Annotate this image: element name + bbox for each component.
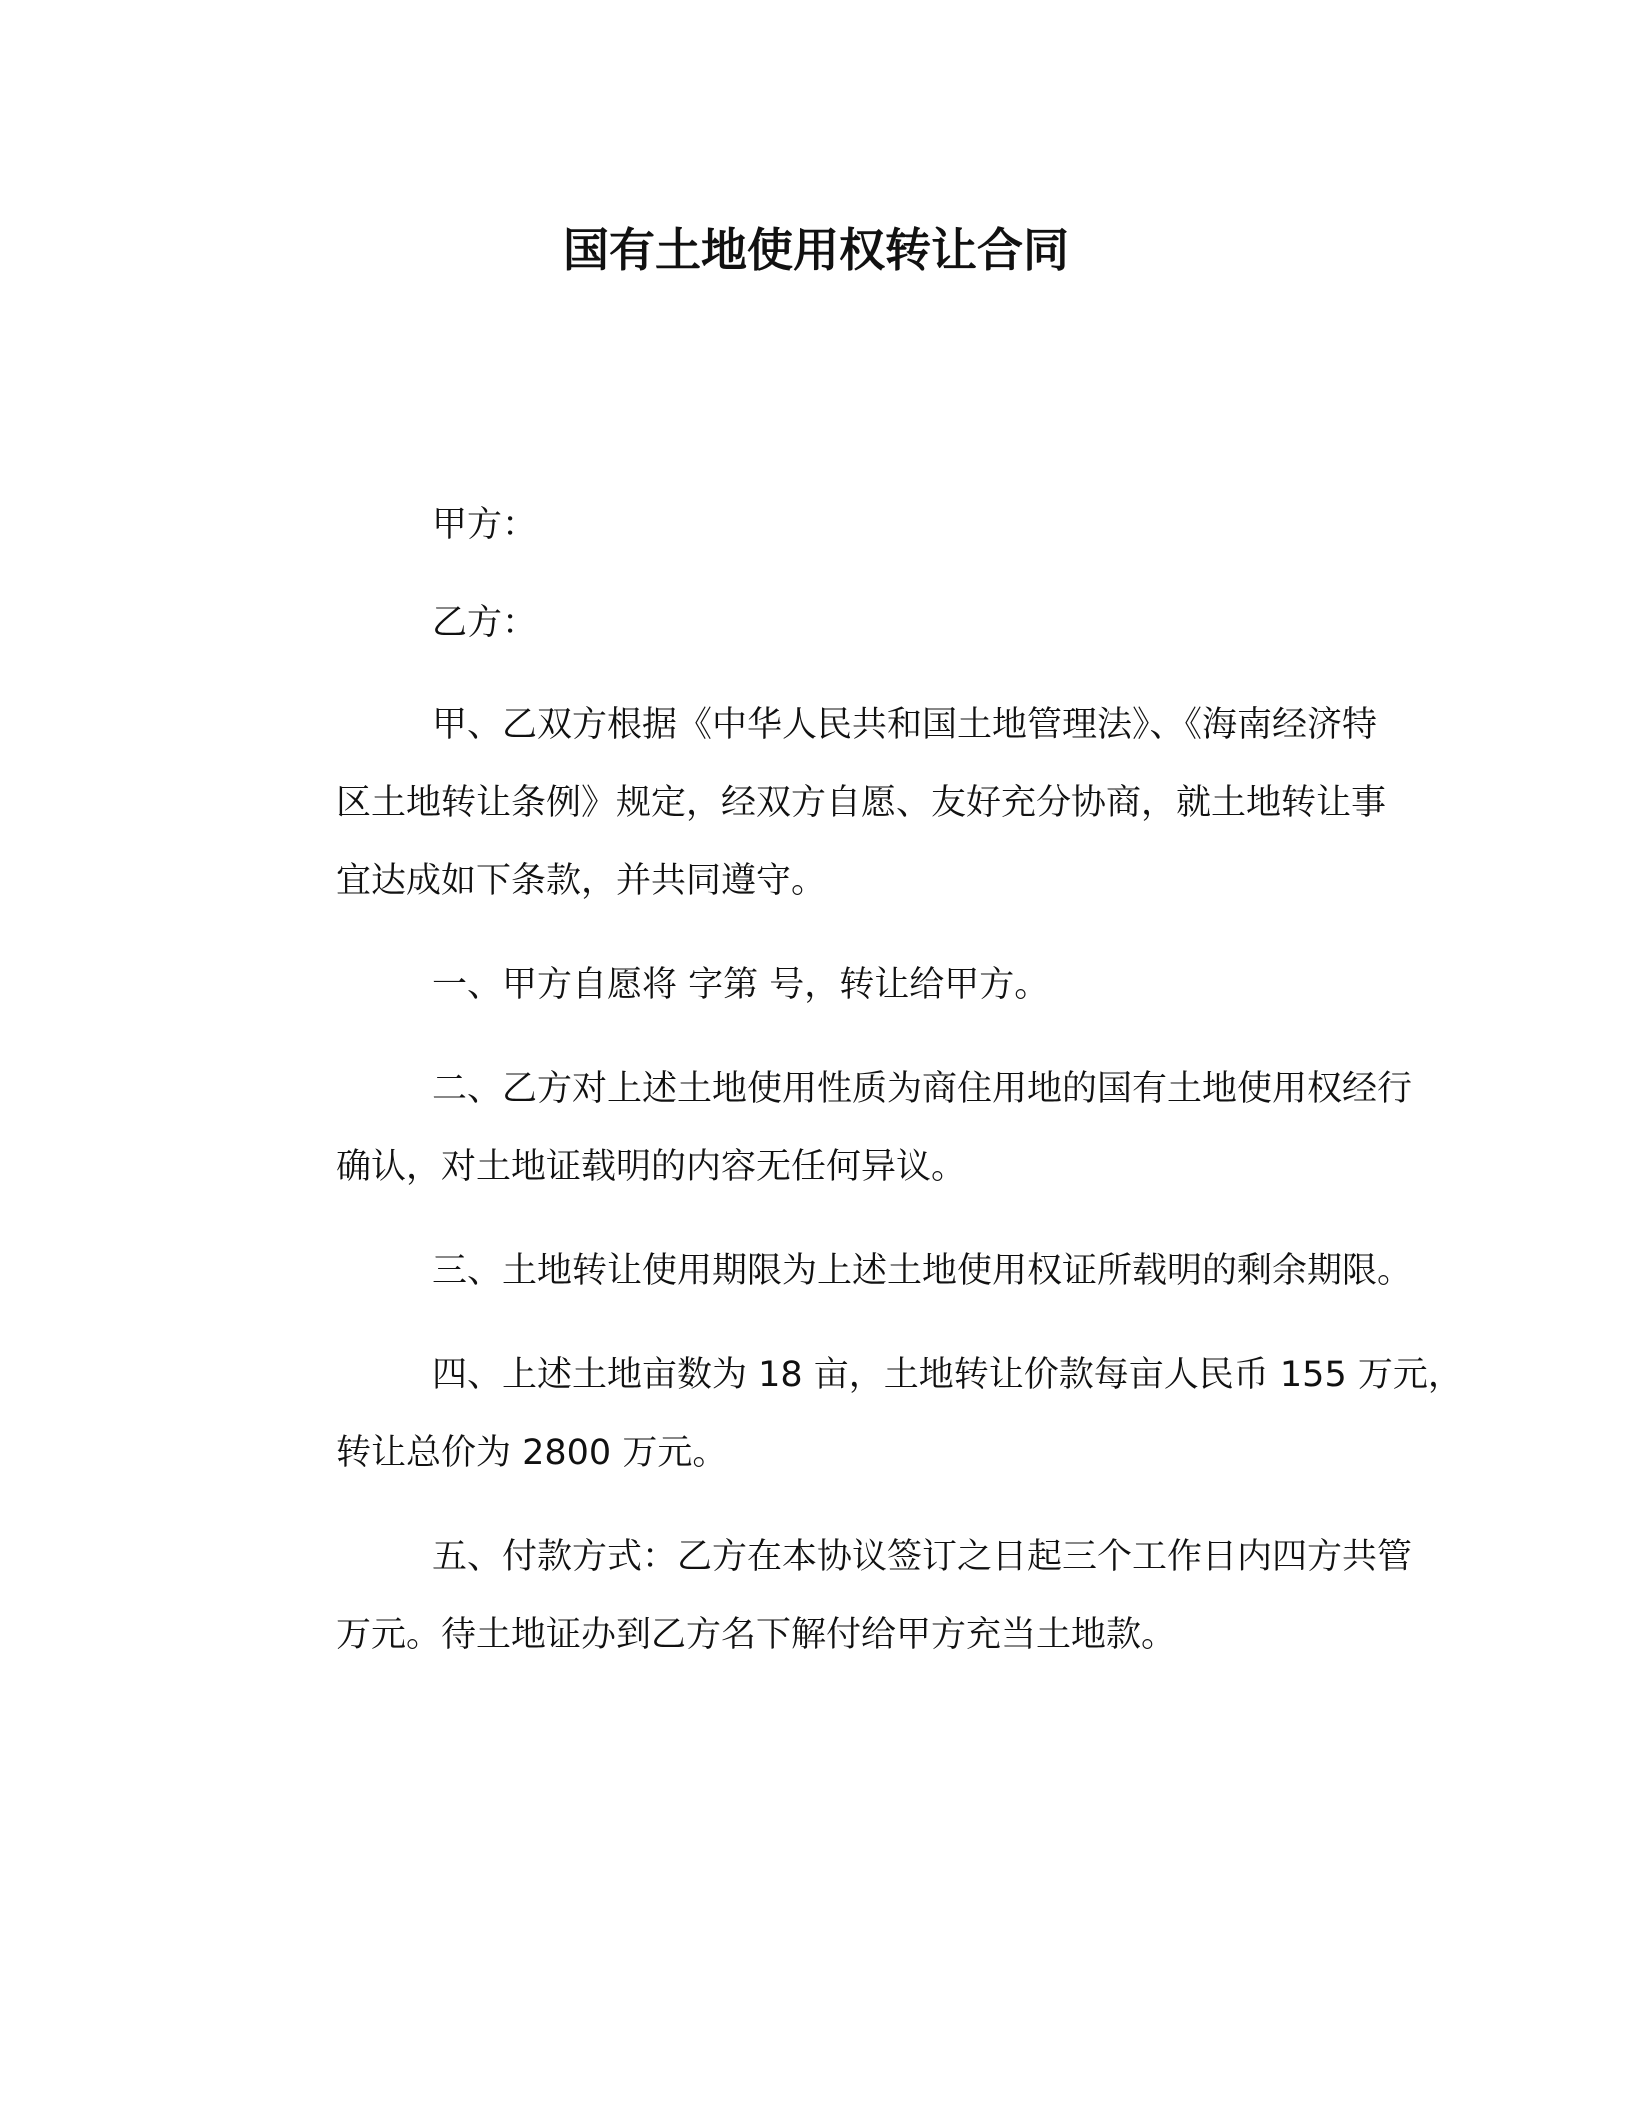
preamble-paragraph [240,686,1390,920]
clause-line: 一、甲方自愿将 字第 号，转让给甲方。 [432,965,1050,1005]
clause-line: 确认，对土地证载明的内容无任何异议。 [336,1147,967,1187]
clause-line: 二、乙方对上述土地使用性质为商住用地的国有土地使用权经行 [432,1069,1413,1109]
party-a-line [240,486,1390,564]
clause-3 [240,1232,1413,1310]
preamble-line: 区土地转让条例》规定，经双方自愿、友好充分协商，就土地转让事 [336,783,1387,823]
clause-line: 三、土地转让使用期限为上述土地使用权证所载明的剩余期限。 [432,1251,1413,1291]
clause-line: 万元。待土地证办到乙方名下解付给甲方充当土地款。 [336,1615,1177,1655]
clause-1 [240,946,1390,1024]
clause-5 [240,1518,1413,1674]
party-b-line [240,584,1390,662]
clause-4 [240,1336,1463,1492]
party-a-label: 甲方： [432,505,538,545]
clause-line: 四、上述土地亩数为 18 亩，土地转让价款每亩人民币 155 万元， [432,1355,1463,1395]
preamble-line: 甲、乙双方根据《中华人民共和国土地管理法》、《海南经济特 [432,705,1378,745]
party-b-label: 乙方： [432,603,538,643]
contract-title: 国有土地使用权转让合同 [563,223,1069,277]
clause-line: 五、付款方式：乙方在本协议签订之日起三个工作日内四方共管 [432,1537,1413,1577]
clause-2 [240,1050,1413,1206]
preamble-line: 宜达成如下条款，并共同遵守。 [336,861,827,901]
clause-line: 转让总价为 2800 万元。 [336,1433,728,1473]
